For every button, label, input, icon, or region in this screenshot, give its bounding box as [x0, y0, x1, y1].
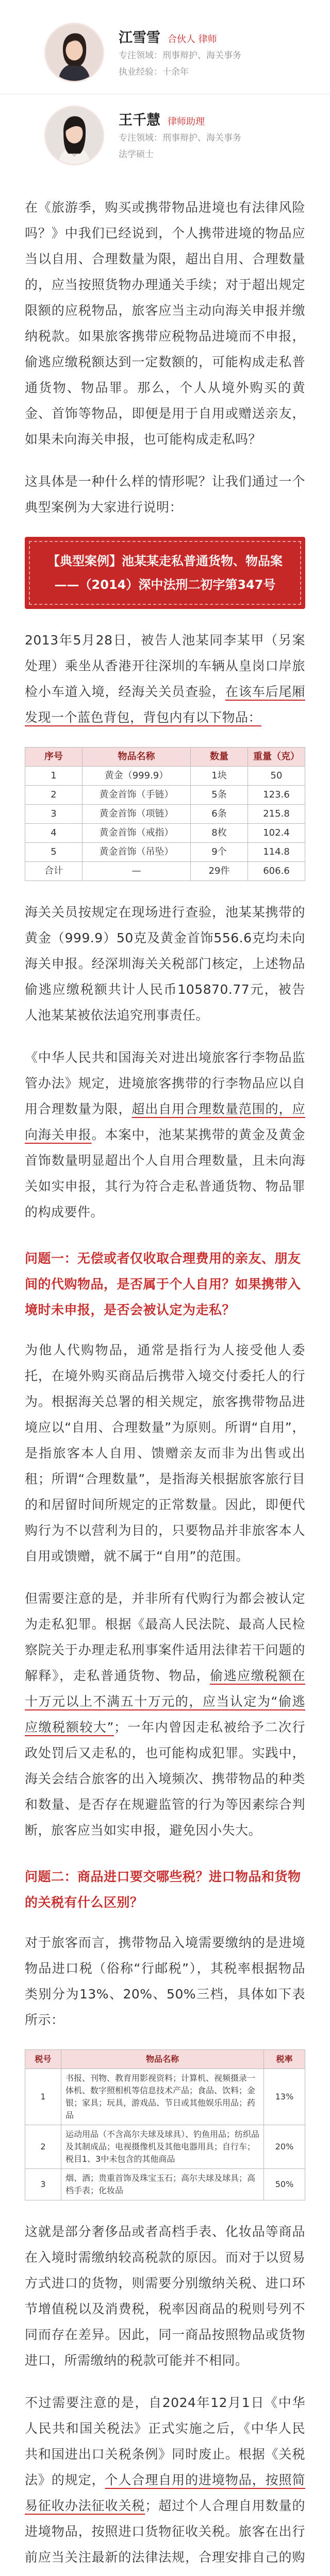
avatar: [44, 23, 104, 82]
case-facts-highlight: 在该车后尾厢发现一个蓝色背包，背包内有以下物品：: [25, 684, 305, 725]
author-detail: 法学硕士: [119, 149, 154, 160]
tariff-law-text: ；超过个人合理自用数量的进境物品，按照进口货物征收关税。旅客在出行前应当关注最新的法律法规，合理安排自己的购: [25, 2498, 305, 2565]
person-avatar-icon: [46, 24, 103, 81]
table-cell: 102.4: [248, 824, 305, 843]
table-cell: 黄金首饰（吊坠）: [82, 843, 191, 862]
table-header-cell: 税率: [264, 2050, 305, 2069]
author-info: [119, 109, 241, 162]
table-row: [25, 2169, 305, 2200]
table-cell: 8枚: [191, 824, 248, 843]
table-total-row: [25, 862, 305, 881]
author-card: [0, 11, 330, 94]
table-cell: 215.8: [248, 805, 305, 824]
author-detail: 执业经验：十余年: [119, 66, 189, 77]
table-cell: 黄金首饰（项链）: [82, 805, 191, 824]
table-cell: 黄金首饰（戒指）: [82, 824, 191, 843]
question-two-paragraph: 对于旅客而言，携带物品入境需要缴纳的是进境物品进口税（俗称“行邮税”），其税率根据物品类别分为13%、20%、50%三档，具体如下表所示：: [25, 1935, 305, 2027]
case-analysis-text: 《中华人民共和国海关对进出境旅客行李物品监管办法》规定，进境旅客携带的行李物品应以自用合理数量为限，: [25, 1050, 305, 1116]
author-title-tag: 律师助理: [168, 116, 205, 127]
case-title-box: [25, 537, 305, 609]
table-row: [25, 843, 305, 862]
tax-explanation-paragraph: 这就是部分奢侈品或者高档手表、化妆品等商品在入境时需缴纳较高税款的原因。而对于以贸易方式进口的货物，则需要分别缴纳关税、进口环节增值税以及消费税，税率因商品的税则号列不同而存在差异。因此，同一商品按照物品或货物进口，所需缴纳的税款可能并不相同。: [25, 2224, 305, 2368]
note-text: 但需要注意的是，并非所有代购行为都会被认定为走私犯罪。根据《最高人民法院、最高人民检察院关于办理走私刑事案件适用法律若干问题的解释》，走私普通货物、物品，: [25, 1591, 305, 1683]
table-cell: 114.8: [248, 843, 305, 862]
table-cell: 书报、刊物、教育用影视资料；计算机、视频摄录一体机、数字照相机等信息技术产品；食品、饮料；金银；家具；玩具，游戏品、节日或其他娱乐用品；药品: [61, 2069, 264, 2125]
tariff-law-text: 不过需要注意的是，自2024年12月1日《中华人民共和国关税法》正式实施之后，《中华人民共和国进出口关税条例》同时废止。根据《关税法》的规定，: [25, 2395, 305, 2487]
table-cell: 20%: [264, 2125, 305, 2169]
question-one-heading: 问题一：无偿或者仅收取合理费用的亲友、朋友间的代购物品，是否属于个人自用？如果携带入境时未申报，是否会被认定为走私？: [25, 1251, 301, 1317]
case-lead-paragraph: 这具体是一种什么样的情形呢？让我们通过一个典型案例为大家进行说明：: [25, 474, 305, 515]
table-cell: 606.6: [248, 862, 305, 881]
author-card: [0, 94, 330, 176]
tax-rate-table: [25, 2049, 305, 2200]
table-header-cell: 税号: [25, 2050, 61, 2069]
author-detail: 专注领域：刑事辩护、海关事务: [119, 50, 241, 61]
table-header-cell: 物品名称: [61, 2050, 264, 2069]
table-cell: 50%: [264, 2169, 305, 2200]
case-analysis-highlight: 超出自用合理数量范围的，应向海关申报: [25, 1101, 305, 1142]
author-title-tag: 合伙人 律师: [168, 33, 217, 45]
intro-paragraph: 在《旅游季，购买或携带物品进境也有法律风险吗？》中我们已经说到，个人携带进境的物品应当以自用、合理数量为限，超出自用、合理数量的，应当按照货物办理通关手续；对于超出规定限额的应税物品，旅客应当主动向海关申报并缴纳税款。如果旅客携带应税物品进境而不申报，偷逃应缴税额达到一定数额的，可能构成走私普通货物、物品罪。那么，个人从境外购买的黄金、首饰等物品，即便是用于自用或赠送亲友，如果未向海关申报，也可能构成走私吗？: [25, 200, 305, 447]
table-cell: 3: [25, 805, 82, 824]
table-cell: 烟、酒；贵重首饰及珠宝玉石；高尔夫球及球具；高档手表；化妆品: [61, 2169, 264, 2200]
tariff-law-paragraph: [25, 2390, 305, 2576]
author-detail: 专注领域：刑事辩护、海关事务: [119, 133, 241, 143]
table-row: [25, 2069, 305, 2125]
table-cell: 29件: [191, 862, 248, 881]
table-cell: 运动用品（不含高尔夫球及球具）、钓鱼用品；纺织品及其制成品；电视摄像机及其他电器用具；自行车；税目1、3中未包含的其他商品: [61, 2125, 264, 2169]
seized-items-table: [25, 747, 305, 881]
case-reference: ——（2014）深中法刑二初字第347号: [54, 578, 276, 592]
case-facts-paragraph: [25, 628, 305, 731]
table-row: [25, 824, 305, 843]
question-two-heading: 问题二：商品进口要交哪些税？进口物品和货物的关税有什么区别？: [25, 1869, 301, 1910]
table-row: [25, 805, 305, 824]
table-header-row: [25, 748, 305, 767]
note-highlight: 偷逃应缴税额在十万元以上不满五十万元的，应当认定为“偷逃应缴税额较大”: [25, 1668, 305, 1735]
avatar: [44, 106, 104, 165]
person-avatar-icon: [46, 107, 103, 164]
table-cell: 9个: [191, 843, 248, 862]
table-cell: 2: [25, 2125, 61, 2169]
question-one-note-paragraph: [25, 1586, 305, 1843]
table-cell: 4: [25, 824, 82, 843]
case-analysis-text: 。本案中，池某某携带的黄金及黄金首饰数量明显超出个人自用合理数量，且未向海关如实申报，其行为符合走私普通货物、物品罪的构成要件。: [25, 1127, 305, 1219]
author-name: 王千慧: [119, 112, 160, 128]
table-cell: 合计: [25, 862, 82, 881]
tariff-law-highlight: 个人合理自用的进境物品，按照简易征收办法征收关税: [25, 2472, 305, 2513]
table-row: [25, 767, 305, 786]
table-cell: 5: [25, 843, 82, 862]
article-body: [0, 179, 330, 2576]
table-header-cell: 数量: [191, 748, 248, 767]
case-facts-text: 2013年5月28日，被告人池某同李某甲（另案处理）乘坐从香港开往深圳的车辆从皇岗口岸旅检小车道入境，经海关关员查验，: [25, 633, 305, 699]
table-cell: 50: [248, 767, 305, 786]
table-cell: 3: [25, 2169, 61, 2200]
table-cell: 1: [25, 767, 82, 786]
table-cell: 5条: [191, 786, 248, 805]
table-header-row: [25, 2050, 305, 2069]
table-cell: —: [82, 862, 191, 881]
table-cell: 2: [25, 786, 82, 805]
table-header-cell: 序号: [25, 748, 82, 767]
author-name: 江雪雪: [119, 29, 160, 46]
case-verification-paragraph: 海关关员按规定在现场进行查验，池某某携带的黄金（999.9）50克及黄金首饰556.6克均未向海关申报。经深圳海关关税部门核定，上述物品偷逃应缴税额共计人民币105870.77元，被告人池某某被依法追究刑事责任。: [25, 905, 305, 1023]
table-row: [25, 786, 305, 805]
author-name-row: [119, 26, 241, 46]
question-one-paragraph: 为他人代购物品，通常是指行为人接受他人委托，在境外购买商品后携带入境交付委托人的行为。根据海关总署的相关规定，旅客携带物品进境应以“自用、合理数量”为原则。所谓“自用”，是指旅客本人自用、馈赠亲友而非为出售或出租；所谓“合理数量”，是指海关根据旅客旅行目的和居留时间所规定的正常数量。因此，即便代购行为不以营利为目的，只要物品并非旅客本人自用或馈赠，就不属于“自用”的范围。: [25, 1343, 305, 1564]
table-cell: 黄金（999.9）: [82, 767, 191, 786]
table-row: [25, 2125, 305, 2169]
author-info: [119, 26, 241, 79]
table-cell: 6条: [191, 805, 248, 824]
table-cell: 1: [25, 2069, 61, 2125]
table-cell: 123.6: [248, 786, 305, 805]
case-title: 【典型案例】池某某走私普通货物、物品案: [47, 554, 283, 568]
table-cell: 13%: [264, 2069, 305, 2125]
table-header-cell: 物品名称: [82, 748, 191, 767]
author-name-row: [119, 109, 241, 129]
table-cell: 1块: [191, 767, 248, 786]
case-analysis-paragraph: [25, 1045, 305, 1225]
table-cell: 黄金首饰（手链）: [82, 786, 191, 805]
table-header-cell: 重量（克）: [248, 748, 305, 767]
author-section: [0, 0, 330, 179]
note-text: ；一年内曾因走私被给予二次行政处罚后又走私的，也可能构成犯罪。实践中，海关会结合旅客的出入境频次、携带物品的种类和数量、是否存在规避监管的行为等因素综合判断，旅客应当如实申报，避免因小失大。: [25, 1720, 305, 1838]
